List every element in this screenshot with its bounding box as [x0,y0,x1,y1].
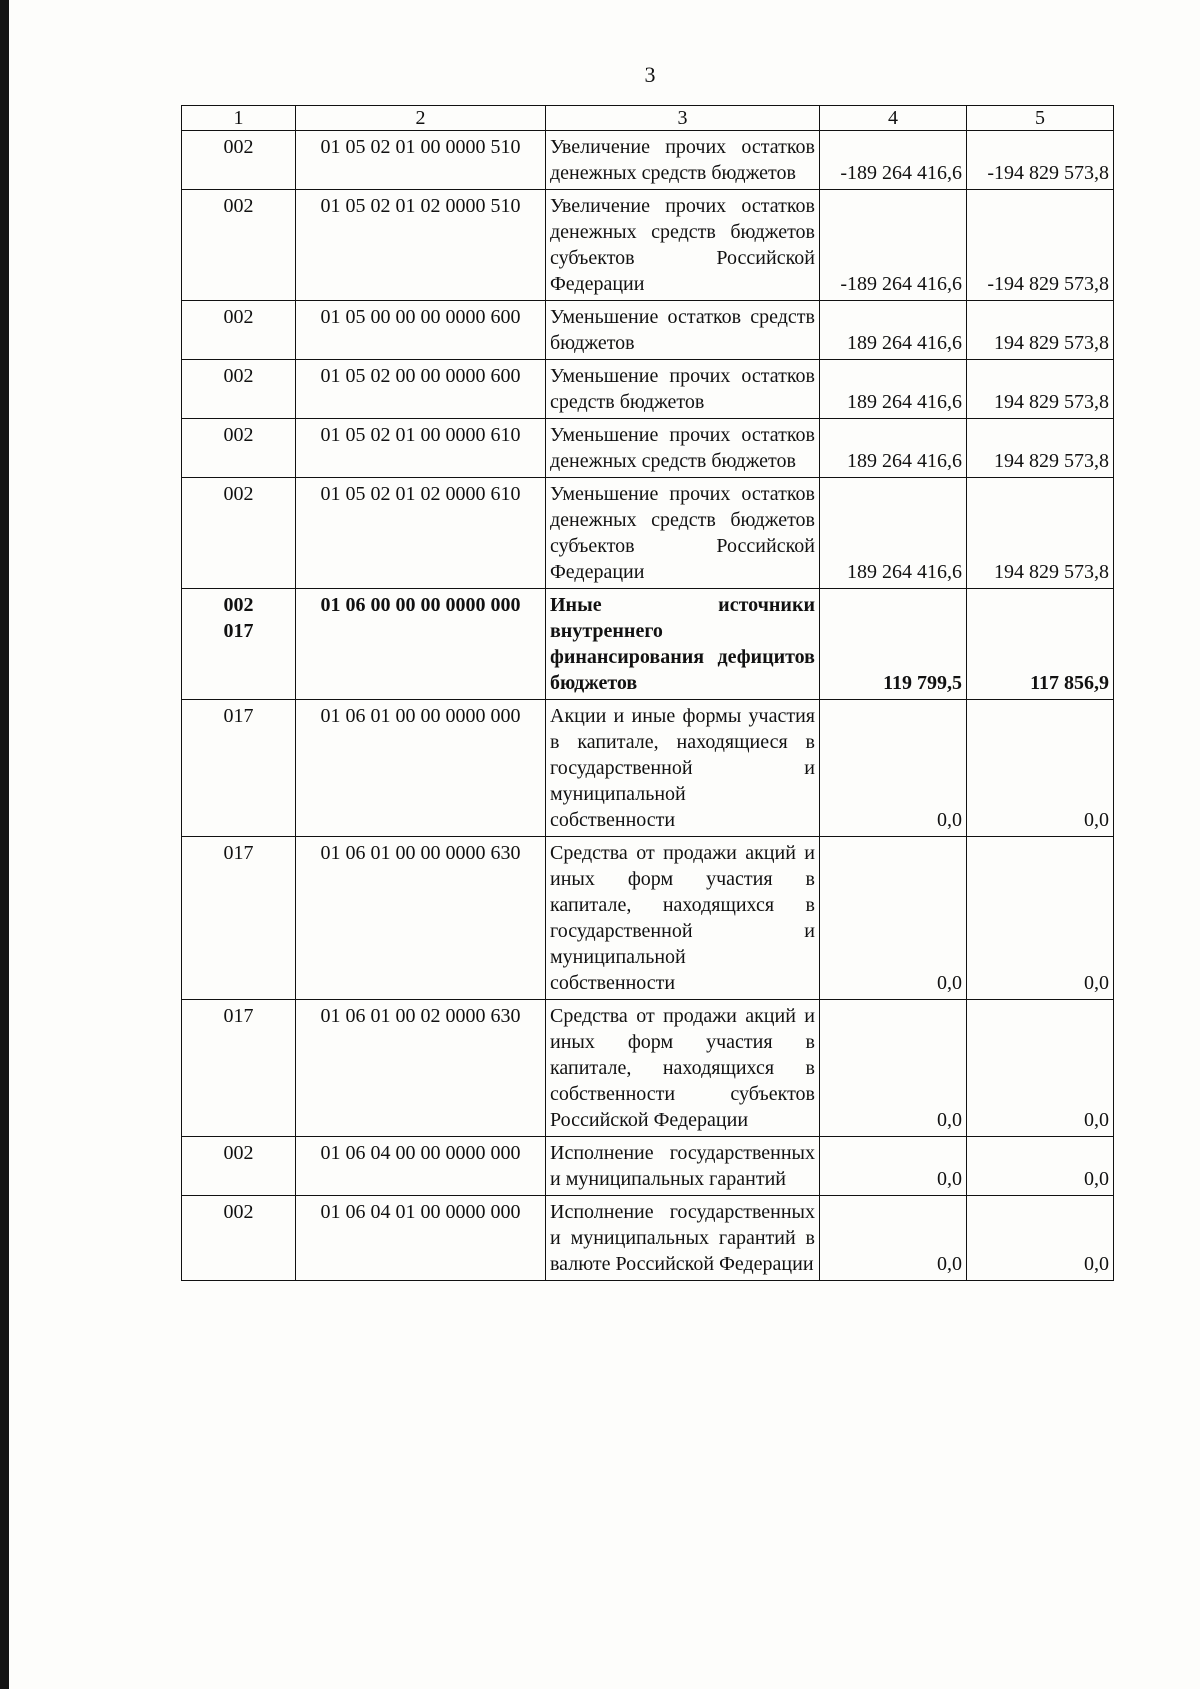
table-row [182,478,1114,589]
table-row [182,419,1114,478]
classification-code: 01 05 02 01 02 0000 510 [296,190,546,301]
column-number-1: 1 [182,106,296,131]
amount-col5: 0,0 [967,1000,1114,1137]
amount-col4: 189 264 416,6 [820,301,967,360]
table-row [182,1196,1114,1281]
admin-code: 017 [223,705,254,727]
amount-col5: 194 829 573,8 [967,360,1114,419]
admin-code: 002 [223,195,254,217]
source-name: Уменьшение прочих остатков денежных средств бюджетов субъектов Российской Федерации [546,478,820,589]
column-number-4: 4 [820,106,967,131]
amount-col5: 194 829 573,8 [967,301,1114,360]
amount-col4: -189 264 416,6 [820,131,967,190]
classification-code: 01 05 02 01 00 0000 610 [296,419,546,478]
source-name: Увеличение прочих остатков денежных средств бюджетов субъектов Российской Федерации [546,190,820,301]
amount-col5: 0,0 [967,1196,1114,1281]
table-row [182,1137,1114,1196]
budget-sources-table [181,105,1114,1281]
amount-col4: 0,0 [820,1000,967,1137]
admin-code-cell [182,419,296,478]
amount-col4: -189 264 416,6 [820,190,967,301]
source-name: Увеличение прочих остатков денежных средств бюджетов [546,131,820,190]
amount-col5: 0,0 [967,1137,1114,1196]
table-row [182,700,1114,837]
amount-col4: 189 264 416,6 [820,360,967,419]
source-name: Акции и иные формы участия в капитале, находящиеся в государственной и муниципальной собственности [546,700,820,837]
table-row [182,1000,1114,1137]
admin-code: 002 [223,424,254,446]
admin-code-cell [182,589,296,700]
admin-code: 017 [223,842,254,864]
source-name: Иные источники внутреннего финансирования дефицитов бюджетов [546,589,820,700]
classification-code: 01 06 01 00 00 0000 630 [296,837,546,1000]
admin-code-cell [182,360,296,419]
table-row [182,360,1114,419]
admin-code: 017 [223,1005,254,1027]
column-number-row [182,106,1114,131]
admin-code-cell [182,837,296,1000]
table-row [182,131,1114,190]
classification-code: 01 06 01 00 00 0000 000 [296,700,546,837]
amount-col4: 189 264 416,6 [820,478,967,589]
admin-code-cell [182,1196,296,1281]
admin-code: 002 [223,1201,254,1223]
amount-col4: 0,0 [820,1137,967,1196]
source-name: Уменьшение прочих остатков средств бюджетов [546,360,820,419]
admin-code: 002 [223,483,254,505]
classification-code: 01 06 04 01 00 0000 000 [296,1196,546,1281]
classification-code: 01 05 02 01 02 0000 610 [296,478,546,589]
admin-code-cell [182,301,296,360]
admin-code: 002 [223,306,254,328]
amount-col5: 117 856,9 [967,589,1114,700]
source-name: Исполнение государственных и муниципальных гарантий в валюте Российской Федерации [546,1196,820,1281]
amount-col4: 189 264 416,6 [820,419,967,478]
admin-code: 002 [223,594,254,616]
amount-col4: 119 799,5 [820,589,967,700]
classification-code: 01 05 02 01 00 0000 510 [296,131,546,190]
table-row [182,190,1114,301]
table-body [182,106,1114,1281]
admin-code-cell [182,190,296,301]
table-row [182,301,1114,360]
column-number-3: 3 [546,106,820,131]
table-row [182,589,1114,700]
amount-col5: 0,0 [967,700,1114,837]
amount-col4: 0,0 [820,837,967,1000]
page-number: 3 [644,62,656,87]
classification-code: 01 06 01 00 02 0000 630 [296,1000,546,1137]
admin-code: 002 [223,1142,254,1164]
source-name: Исполнение государственных и муниципальных гарантий [546,1137,820,1196]
admin-code-cell [182,478,296,589]
classification-code: 01 05 02 00 00 0000 600 [296,360,546,419]
admin-code-cell [182,1000,296,1137]
table-row [182,837,1114,1000]
admin-code-cell [182,131,296,190]
amount-col5: 0,0 [967,837,1114,1000]
admin-code-cell [182,1137,296,1196]
admin-code: 002 [223,136,254,158]
amount-col5: 194 829 573,8 [967,478,1114,589]
amount-col4: 0,0 [820,700,967,837]
admin-code: 002 [223,365,254,387]
source-name: Уменьшение остатков средств бюджетов [546,301,820,360]
classification-code: 01 06 00 00 00 0000 000 [296,589,546,700]
source-name: Средства от продажи акций и иных форм участия в капитале, находящихся в государственной и муниципальной собственности [546,837,820,1000]
source-name: Уменьшение прочих остатков денежных средств бюджетов [546,419,820,478]
column-number-5: 5 [967,106,1114,131]
source-name: Средства от продажи акций и иных форм участия в капитале, находящихся в собственности субъектов Российской Федерации [546,1000,820,1137]
column-number-2: 2 [296,106,546,131]
admin-code-cell [182,700,296,837]
scan-edge [0,0,9,1689]
amount-col5: -194 829 573,8 [967,131,1114,190]
classification-code: 01 06 04 00 00 0000 000 [296,1137,546,1196]
classification-code: 01 05 00 00 00 0000 600 [296,301,546,360]
amount-col5: -194 829 573,8 [967,190,1114,301]
amount-col4: 0,0 [820,1196,967,1281]
amount-col5: 194 829 573,8 [967,419,1114,478]
admin-code: 017 [223,620,254,642]
